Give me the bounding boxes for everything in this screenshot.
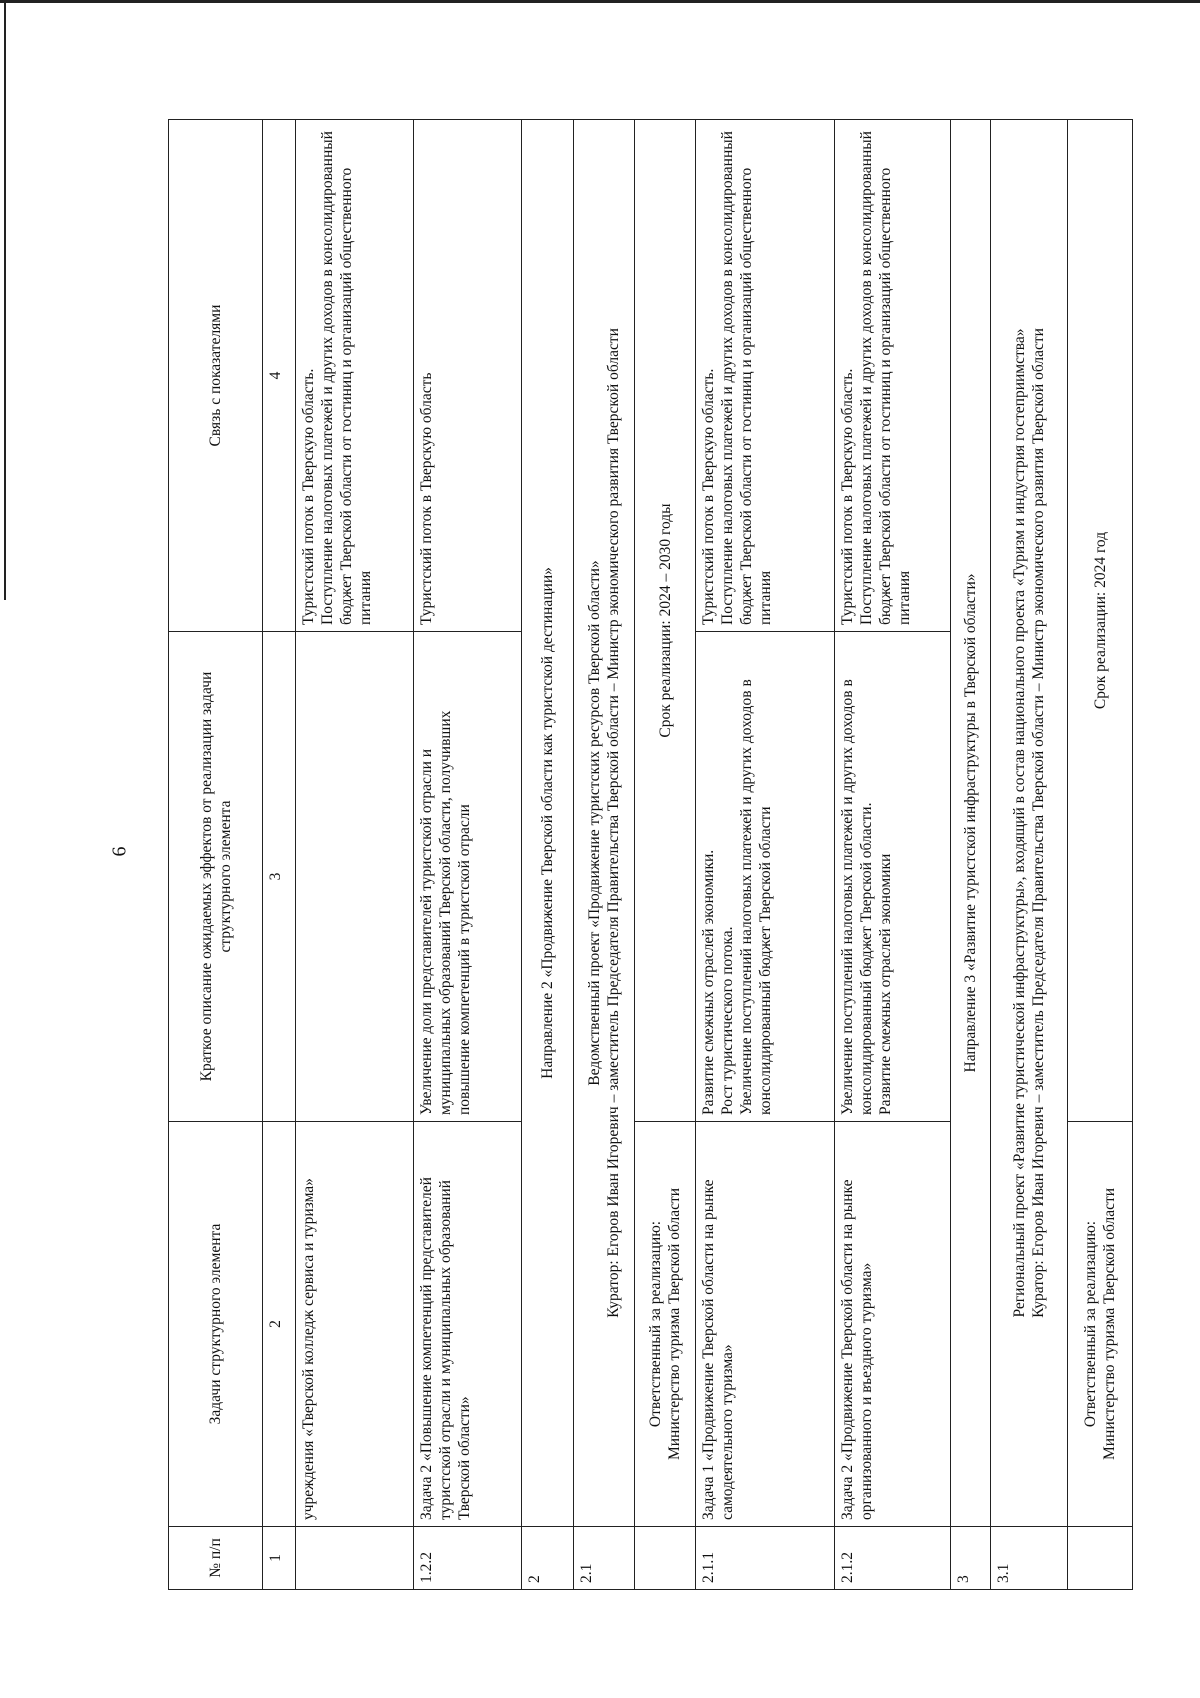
row-number <box>1068 1527 1133 1590</box>
row-number: 3.1 <box>990 1527 1068 1590</box>
project-title: Региональный проект «Развитие туристической инфраструктуры», входящий в состав национального проекта «Туризм и индустрия гостеприимства» <box>1010 328 1028 1318</box>
col-number-3: 3 <box>263 632 296 1122</box>
row-number: 1.2.2 <box>413 1527 521 1590</box>
effects-cell <box>696 632 835 1122</box>
effects-cell <box>296 632 414 1122</box>
row-number: 2.1.2 <box>835 1527 950 1590</box>
table-row <box>296 120 414 1590</box>
text-line: Развитие смежных отраслей экономики. <box>700 849 718 1115</box>
responsible-text <box>646 1128 684 1520</box>
project-title: Ведомственный проект «Продвижение туристских ресурсов Тверской области» <box>585 560 603 1086</box>
header-col-task: Задачи структурного элемента <box>169 1122 263 1527</box>
term-cell: Срок реализации: 2024 год <box>1068 120 1133 1122</box>
indicators-cell <box>696 120 835 632</box>
text-line: Ответственный за реализацию: <box>1082 1220 1100 1428</box>
table-header-row <box>169 120 263 1590</box>
indicators-cell: Туристский поток в Тверскую область <box>413 120 521 632</box>
indicators-text <box>838 126 914 625</box>
text-line: Увеличение поступлений налоговых платежей и других доходов в консолидированный бюджет Тверской области <box>738 679 775 1115</box>
term-cell: Срок реализации: 2024 – 2030 годы <box>635 120 696 1122</box>
text-line: Увеличение поступлений налоговых платежей и других доходов в консолидированный бюджет Тверской области. <box>839 679 876 1115</box>
row-number: 2.1.1 <box>696 1527 835 1590</box>
direction-title: Направление 3 «Развитие туристской инфраструктуры в Тверской области» <box>950 120 990 1527</box>
scan-edge-left <box>4 0 6 600</box>
responsible-row <box>1068 120 1133 1590</box>
responsible-cell <box>1068 1122 1133 1527</box>
header-col-indicators: Связь с показателями <box>169 120 263 632</box>
col-number-2: 2 <box>263 1122 296 1527</box>
task-cell: Задача 2 «Продвижение Тверской области на рынке организованного и въездного туризма» <box>835 1122 950 1527</box>
text-line: Развитие смежных отраслей экономики <box>877 853 895 1115</box>
text-line: Туристский поток в Тверскую область. <box>700 368 718 625</box>
col-number-1: 1 <box>263 1527 296 1590</box>
table-row <box>696 120 835 1590</box>
project-cell <box>573 120 634 1527</box>
effects-cell <box>835 632 950 1122</box>
header-col-effects: Краткое описание ожидаемых эффектов от реализации задачи структурного элемента <box>169 632 263 1122</box>
row-number: 2.1 <box>573 1527 634 1590</box>
task-cell: Задача 2 «Повышение компетенций представителей туристской отрасли и муниципальных образований Тверской области» <box>413 1122 521 1527</box>
row-number: 3 <box>950 1527 990 1590</box>
task-cell: учреждения «Тверской колледж сервиса и туризма» <box>296 1122 414 1527</box>
direction-row <box>522 120 574 1590</box>
project-curator: Куратор: Егоров Иван Игоревич – заместитель Председателя Правительства Тверской области – Министр экономического развития Тверской области <box>1029 328 1047 1318</box>
effects-text <box>838 638 895 1115</box>
project-curator: Куратор: Егоров Иван Игоревич – заместитель Председателя Правительства Тверской области – Министр экономического развития Тверской области <box>604 328 622 1318</box>
header-col-num: № п/п <box>169 1527 263 1590</box>
table-row <box>835 120 950 1590</box>
text-line: Рост туристического потока. <box>719 926 737 1115</box>
column-number-row <box>263 120 296 1590</box>
text-line: Поступление налоговых платежей и других доходов в консолидированный бюджет Тверской области от гостиниц и организаций общественного питания <box>319 131 375 625</box>
text-line: Министерство туризма Тверской области <box>1101 1187 1119 1461</box>
text-line: Поступление налоговых платежей и других доходов в консолидированный бюджет Тверской области от гостиниц и организаций общественного питания <box>719 131 775 625</box>
scan-edge-top <box>0 0 1200 3</box>
row-number <box>296 1527 414 1590</box>
indicators-text <box>299 126 375 625</box>
project-row <box>573 120 634 1590</box>
row-number <box>635 1527 696 1590</box>
structural-elements-table <box>168 119 1133 1590</box>
direction-row <box>950 120 990 1590</box>
text-line: Ответственный за реализацию: <box>647 1220 665 1428</box>
indicators-cell <box>296 120 414 632</box>
responsible-cell <box>635 1122 696 1527</box>
indicators-cell <box>835 120 950 632</box>
effects-cell: Увеличение доли представителей туристской отрасли и муниципальных образований Тверской области, получивших повышение компетенций в туристской отрасли <box>413 632 521 1122</box>
task-cell: Задача 1 «Продвижение Тверской области на рынке самодеятельного туризма» <box>696 1122 835 1527</box>
direction-title: Направление 2 «Продвижение Тверской области как туристской дестинации» <box>522 120 574 1527</box>
text-line: Туристский поток в Тверскую область. <box>300 368 318 625</box>
row-number: 2 <box>522 1527 574 1590</box>
text-line: Поступление налоговых платежей и других доходов в консолидированный бюджет Тверской области от гостиниц и организаций общественного питания <box>858 131 914 625</box>
table-row <box>413 120 521 1590</box>
effects-text <box>699 638 775 1115</box>
text-line: Министерство туризма Тверской области <box>666 1187 684 1461</box>
project-cell <box>990 120 1068 1527</box>
col-number-4: 4 <box>263 120 296 632</box>
responsible-text <box>1081 1128 1119 1520</box>
responsible-row <box>635 120 696 1590</box>
indicators-text <box>699 126 775 625</box>
page-number: 6 <box>108 846 131 857</box>
text-line: Туристский поток в Тверскую область. <box>839 368 857 625</box>
rotated-table-container <box>168 120 1133 1590</box>
project-row <box>990 120 1068 1590</box>
